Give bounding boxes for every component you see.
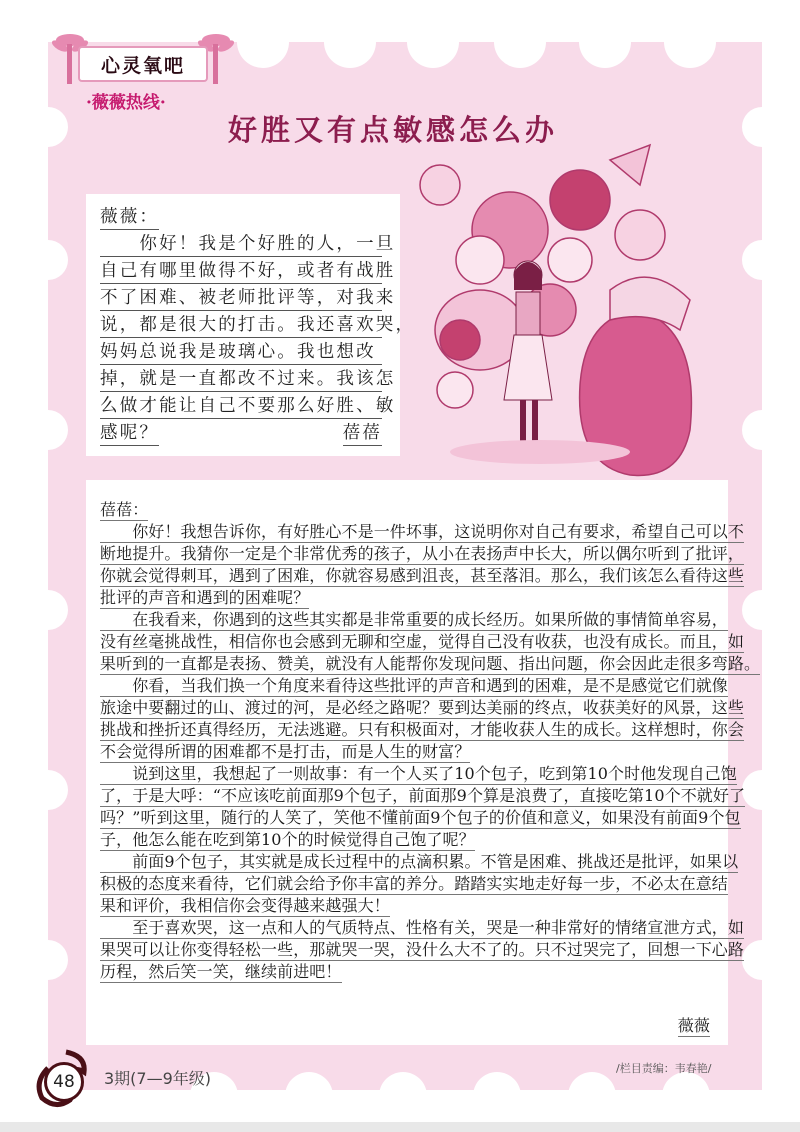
scallop [579, 16, 631, 68]
scallop [742, 590, 782, 630]
scallop [28, 410, 68, 450]
reply-line: 说到这里，我想起了一则故事：有一个人买了10个包子，吃到第10个时他发现自己饱 [100, 764, 737, 783]
reply-line: 旅途中要翻过的山、渡过的河，是必经之路呢？要到达美丽的终点，收获美好的风景，这些 [100, 698, 745, 717]
scallop [742, 240, 782, 280]
reply-line: 吗？”听到这里，随行的人笑了，笑他不懂前面9个包子的价值和意义，如果没有前面9个包 [100, 808, 741, 827]
letter-line: 自己有哪里做得不好，或者有战胜 [100, 260, 382, 284]
letter-line: 说，都是很大的打击。我还喜欢哭， [100, 314, 382, 338]
reply-line: 果听到的一直都是表扬、赞美，就没有人能帮你发现问题、指出问题，你会因此走很多弯路。 [100, 654, 761, 673]
scallop [237, 16, 289, 68]
scallop [28, 240, 68, 280]
reply-signature: 薇薇 [677, 1016, 710, 1035]
reply-line: 断地提升。我猜你一定是个非常优秀的孩子，从小在表扬声中长大，所以偶尔听到了批评， [100, 544, 745, 563]
reply-line: 在我看来，你遇到的这些其实都是非常重要的成长经历。如果所做的事情简单容易， [100, 610, 728, 629]
section-label: ·薇薇热线· [86, 93, 166, 113]
letter-line: 感呢？ [100, 422, 159, 446]
reply-line: 你看，当我们换一个角度来看待这些批评的声音和遇到的困难，是不是感觉它们就像 [100, 676, 728, 695]
reply-line: 你就会觉得刺耳，遇到了困难，你就容易感到沮丧，甚至落泪。那么，我们该怎么看待这些 [100, 566, 745, 585]
letter-signature: 蓓蓓 [343, 422, 382, 446]
scallop [379, 1072, 427, 1120]
scallop [742, 107, 782, 147]
scallop [742, 770, 782, 810]
letter-line: 你好！我是个好胜的人，一旦 [100, 233, 382, 257]
reply-line: 挑战和挫折还真得经历，无法逃避。只有积极面对，才能收获人生的成长。这样想时，你会 [100, 720, 745, 739]
reply-line: 了，于是大呼：“不应该吃前面那9个包子，前面那9个算是浪费了，直接吃第10个不就好了 [100, 786, 746, 805]
column-tag: 心灵氧吧 [78, 46, 208, 82]
scallop [742, 410, 782, 450]
scallop [494, 16, 546, 68]
scallop [285, 1072, 333, 1120]
scallop [568, 1072, 616, 1120]
scallop [664, 16, 716, 68]
scallop [662, 1072, 710, 1120]
scallop [28, 770, 68, 810]
reply-line: 果和评价，我相信你会变得越来越强大！ [100, 896, 390, 915]
letter-line: 不了困难、被老师批评等，对我来 [100, 287, 382, 311]
reply-line: 前面9个包子，其实就是成长过程中的点滴积累。不管是困难、挑战还是批评，如果以 [100, 852, 739, 871]
letter-line: 妈妈总说我是玻璃心。我也想改 [100, 341, 382, 365]
reply-line: 历程，然后笑一笑，继续前进吧！ [100, 962, 342, 981]
letter-line: 薇薇： [100, 206, 159, 230]
page-number: 48 [44, 1062, 84, 1102]
reply-line: 子，他怎么能在吃到第10个的时候觉得自己饱了呢？ [100, 830, 475, 849]
issue-label: 3期(7—9年级) [104, 1069, 212, 1088]
scallop [28, 940, 68, 980]
reply-line: 积极的态度来看待，它们就会给予你丰富的养分。踏踏实实地走好每一步，不必太在意结 [100, 874, 728, 893]
letter-line: 么做才能让自己不要那么好胜、敏 [100, 395, 382, 419]
flower-girl-illustration [410, 140, 710, 485]
editor-credit: /栏目责编：韦春艳/ [616, 1062, 712, 1075]
scallop [28, 107, 68, 147]
scallop [407, 16, 459, 68]
reply-line: 至于喜欢哭，这一点和人的气质特点、性格有关，哭是一种非常好的情绪宣泄方式，如 [100, 918, 745, 937]
scallop [324, 16, 376, 68]
scallop [473, 1072, 521, 1120]
scallop [742, 940, 782, 980]
reply-line: 果哭可以让你变得轻松一些，那就哭一哭，没什么大不了的。只不过哭完了，回想一下心路 [100, 940, 745, 959]
reply-line: 你好！我想告诉你，有好胜心不是一件坏事，这说明你对自己有要求，希望自己可以不 [100, 522, 745, 541]
letter-line: 掉，就是一直都改不过来。我该怎 [100, 368, 382, 392]
scallop [28, 590, 68, 630]
reply-line: 蓓蓓： [100, 500, 149, 519]
reply-line: 不会觉得所谓的困难都不是打击，而是人生的财富？ [100, 742, 471, 761]
reply-line: 批评的声音和遇到的困难呢？ [100, 588, 310, 607]
reply-line: 没有丝毫挑战性，相信你也会感到无聊和空虚，觉得自己没有收获，也没有成长。而且，如 [100, 632, 745, 651]
reply-letter [86, 480, 761, 1045]
reader-letter [86, 194, 416, 456]
bottom-bar [0, 1122, 800, 1132]
page-title: 好胜又有点敏感怎么办 [228, 113, 559, 147]
